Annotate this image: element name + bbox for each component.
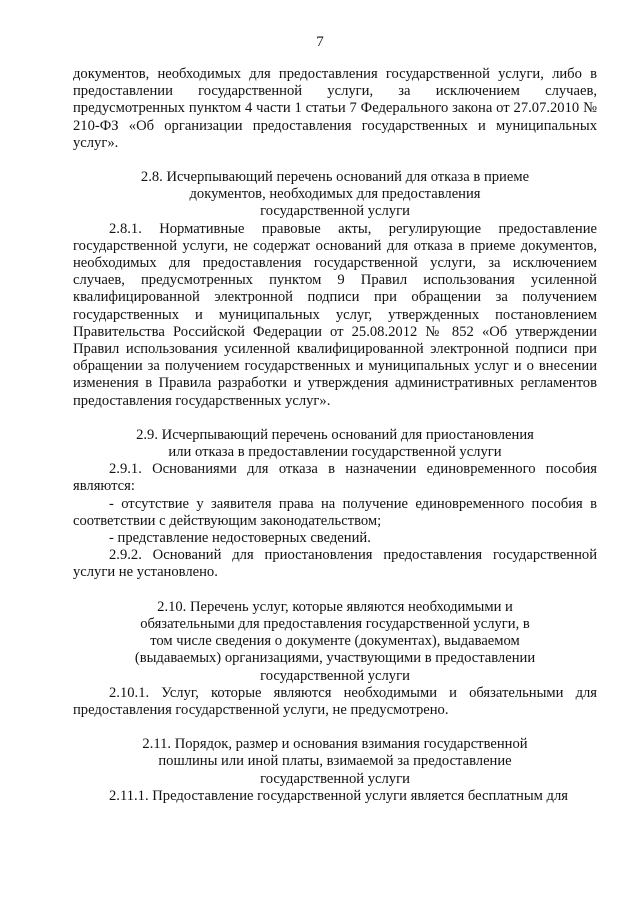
section-heading-line: пошлины или иной платы, взимаемой за предоставление — [158, 753, 512, 770]
section-heading-line: государственной услуги — [260, 203, 410, 220]
section-heading-line: 2.8. Исчерпывающий перечень оснований для отказа в приеме — [140, 169, 530, 186]
section-heading-line: обязательными для предоставления государственной услуги, в — [140, 615, 530, 632]
paragraph: 2.8.1. Нормативные правовые акты, регулирующие предоставление государственной услуги, не содержат оснований для отказа в приеме документов, необходимых для предоставления государственной услуги, за исключением случаев, предусмотренных пунктом 9 Правил использования усиленной квалифицированной электронной подписи при обращении за получением государственных и муниципальных услуг, утвержденных постановлением Правительства Российской Федерации от 25.08.2012 № 852 «Об утверждении Правил использования усиленной квалифицированной электронной подписи при обращении за получением государственных и муниципальных услуг и о внесении изменения в Правила разработки и утверждения административных регламентов предоставления государственных услуг». — [73, 220, 597, 409]
section-heading-line: 2.11. Порядок, размер и основания взимания государственной — [142, 736, 528, 753]
paragraph: 2.9.2. Оснований для приостановления предоставления государственной услуги не установлено. — [73, 547, 597, 581]
section-heading-line: государственной услуги — [260, 770, 410, 787]
document-body — [73, 66, 597, 805]
section-heading-line: или отказа в предоставлении государственной услуги — [168, 444, 502, 461]
section-heading-line: том числе сведения о документе (документах), выдаваемом — [150, 633, 520, 650]
paragraph: документов, необходимых для предоставления государственной услуги, либо в предоставлении государственной услуги, за исключением случаев, предусмотренных пунктом 4 части 1 статьи 7 Федерального закона от 27.07.2010 № 210-ФЗ «Об организации предоставления государственных и муниципальных услуг». — [73, 66, 597, 151]
paragraph: 2.11.1. Предоставление государственной услуги является бесплатным для — [109, 787, 568, 804]
section-heading-line: документов, необходимых для предоставления — [189, 186, 481, 203]
page-number: 7 — [316, 34, 324, 50]
block-gap — [73, 719, 597, 736]
paragraph: - представление недостоверных сведений. — [109, 530, 371, 547]
paragraph: - отсутствие у заявителя права на получение единовременного пособия в соответствии с действующим законодательством; — [73, 495, 597, 529]
section-heading-line: 2.10. Перечень услуг, которые являются необходимыми и — [157, 598, 513, 615]
block-gap — [73, 582, 597, 599]
section-heading-line: (выдаваемых) организациями, участвующими в предоставлении — [134, 650, 536, 667]
section-heading-line: государственной услуги — [260, 667, 410, 684]
paragraph: 2.9.1. Основаниями для отказа в назначении единовременного пособия являются: — [73, 461, 597, 495]
section-heading-line: 2.9. Исчерпывающий перечень оснований для приостановления — [136, 426, 534, 443]
block-gap — [73, 152, 597, 169]
block-gap — [73, 410, 597, 427]
paragraph: 2.10.1. Услуг, которые являются необходимыми и обязательными для предоставления государственной услуги, не предусмотрено. — [73, 684, 597, 718]
